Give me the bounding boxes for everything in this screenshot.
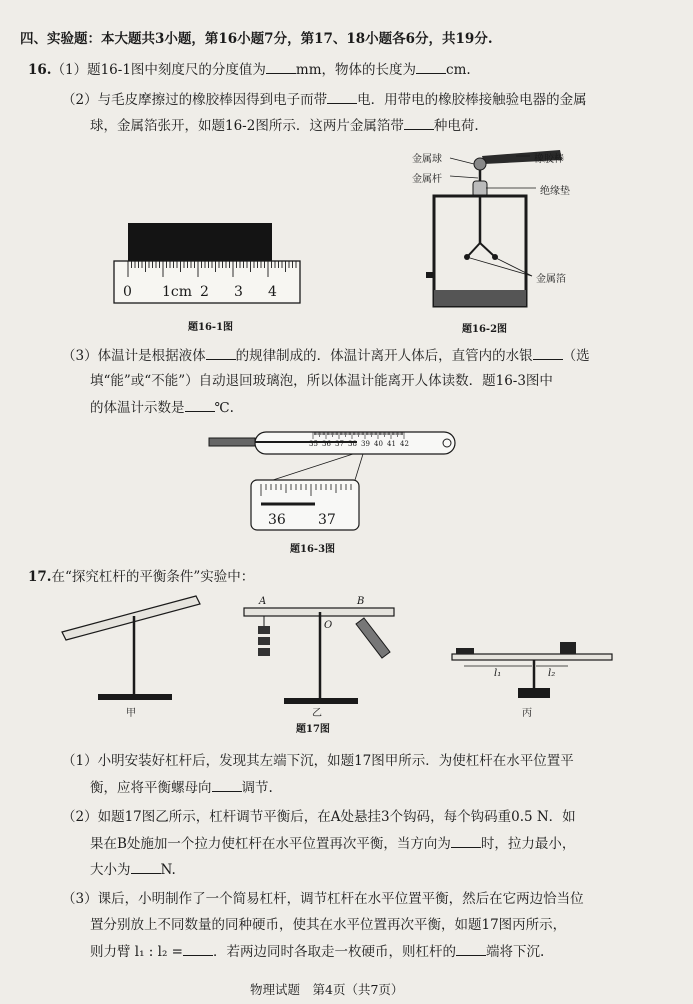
q17-number: 17. xyxy=(28,569,52,585)
q16-number: 16. xyxy=(28,62,52,78)
blank xyxy=(183,942,213,956)
thermo-number: 37 xyxy=(335,440,344,448)
zoom-label-36: 36 xyxy=(268,512,286,528)
blank xyxy=(185,398,215,412)
thermo-number: 41 xyxy=(387,440,396,448)
foil-right xyxy=(480,243,494,256)
coins-right xyxy=(560,642,576,654)
label-O: O xyxy=(324,620,333,631)
blank xyxy=(533,346,563,360)
ruler-label-0: 0 xyxy=(123,284,132,300)
label-l2: l₂ xyxy=(548,668,556,679)
q17-p2-line3: 大小为 N. xyxy=(90,862,176,878)
box-base xyxy=(434,290,526,306)
blank xyxy=(206,346,236,360)
zoom-label-37: 37 xyxy=(318,512,336,528)
blank xyxy=(404,116,434,130)
q17-p1-line2: 衡，应将平衡螺母向 调节. xyxy=(90,780,273,796)
fig16-1-caption: 题16-1图 xyxy=(188,322,234,333)
q17-p3-line1: （3）课后，小明制作了一个简易杠杆，调节杠杆在水平位置平衡，然后在它两边恰当位 xyxy=(62,891,584,907)
electroscope-figure xyxy=(420,148,610,318)
q16-p3-line3: 的体温计示数是 ℃. xyxy=(90,400,234,416)
blank xyxy=(212,778,242,792)
label-bing: 丙 xyxy=(522,708,532,719)
q16-p2-line2: 球，金属箔张开，如题16-2图所示．这两片金属箔带 种电荷. xyxy=(90,118,479,134)
ruler-label-1cm: 1cm xyxy=(162,284,193,300)
lever-jia-figure xyxy=(58,590,208,710)
hook-weight xyxy=(258,637,270,645)
fig16-3-caption: 题16-3图 xyxy=(290,544,336,555)
label-jia: 甲 xyxy=(126,708,136,719)
q17-p3-line2: 置分别放上不同数量的同种硬币，使其在水平位置再次平衡，如题17图丙所示， xyxy=(90,917,567,933)
ruler-label-4: 4 xyxy=(268,284,277,300)
ruler-label-3: 3 xyxy=(234,284,243,300)
label-rubber-rod: 橡胶棒 xyxy=(534,154,564,165)
thermo-number: 36 xyxy=(322,440,331,448)
hook-weight xyxy=(258,626,270,634)
thermo-number: 40 xyxy=(374,440,383,448)
blank xyxy=(456,942,486,956)
page-footer: 物理试题 第4页（共7页） xyxy=(250,982,404,997)
q16-p1: 16.（1）题16-1图中刻度尺的分度值为 mm，物体的长度为 cm. xyxy=(28,62,471,78)
ruler-figure xyxy=(110,215,310,315)
fig17-caption: 题17图 xyxy=(296,724,330,735)
label-metal-ball: 金属球 xyxy=(412,154,442,165)
q16-p2-line1: （2）与毛皮摩擦过的橡胶棒因得到电子而带 电．用带电的橡胶棒接触验电器的金属 xyxy=(62,92,587,108)
base xyxy=(518,688,550,698)
spring-scale xyxy=(356,618,390,658)
section-header: 四、实验题：本大题共3小题，第16小题7分，第17、18小题各6分，共19分. xyxy=(20,31,493,47)
thermo-number: 39 xyxy=(361,440,370,448)
q17-p2-line1: （2）如题17图乙所示，杠杆调节平衡后，在A处悬挂3个钩码，每个钩码重0.5 N．如 xyxy=(62,809,576,825)
label-insulator: 绝缘垫 xyxy=(540,186,570,197)
foil-left xyxy=(468,243,480,256)
fig16-2-caption: 题16-2图 xyxy=(462,324,508,335)
q17-intro: 17.在“探究杠杆的平衡条件”实验中： xyxy=(28,569,255,585)
lever-bar-tilted xyxy=(62,596,200,640)
blank xyxy=(327,90,357,104)
label-A: A xyxy=(259,596,267,607)
metal-ball xyxy=(474,158,486,170)
side-knob xyxy=(426,272,434,278)
blank xyxy=(131,860,161,874)
q16-p3-line2: 填“能”或“不能”）自动退回玻璃泡，所以体温计能离开人体读数．题16-3图中 xyxy=(90,373,553,389)
label-foil: 金属箔 xyxy=(536,274,566,285)
bulb xyxy=(209,438,255,446)
q17-p1-line1: （1）小明安装好杠杆后，发现其左端下沉，如题17图甲所示．为使杠杆在水平位置平 xyxy=(62,753,574,769)
q17-p2-line2: 果在B处施加一个拉力使杠杆在水平位置再次平衡，当方向为 时，拉力最小， xyxy=(90,836,576,852)
thermo-number: 42 xyxy=(400,440,409,448)
coins-left xyxy=(456,648,474,654)
label-yi: 乙 xyxy=(312,708,322,719)
label-l1: l₁ xyxy=(494,668,502,679)
blank xyxy=(416,60,446,74)
black-block xyxy=(128,223,272,263)
q17-p3-line3: 则力臂 l₁ : l₂ = ．若两边同时各取走一枚硬币，则杠杆的 端将下沉. xyxy=(90,944,545,960)
base xyxy=(98,694,172,700)
thermo-number: 38 xyxy=(348,440,357,448)
thermo-number: 35 xyxy=(309,440,318,448)
q16-p3-line1: （3）体温计是根据液体 的规律制成的．体温计离开人体后，直管内的水银 （选 xyxy=(62,348,590,364)
lever-yi-figure xyxy=(240,600,400,710)
ruler-label-2: 2 xyxy=(200,284,209,300)
blank xyxy=(266,60,296,74)
hook-weight xyxy=(258,648,270,656)
blank xyxy=(451,834,481,848)
label-metal-rod: 金属杆 xyxy=(412,174,442,185)
lever-bing-figure xyxy=(448,640,618,710)
label-B: B xyxy=(357,596,365,607)
ruler-lever xyxy=(452,654,612,660)
